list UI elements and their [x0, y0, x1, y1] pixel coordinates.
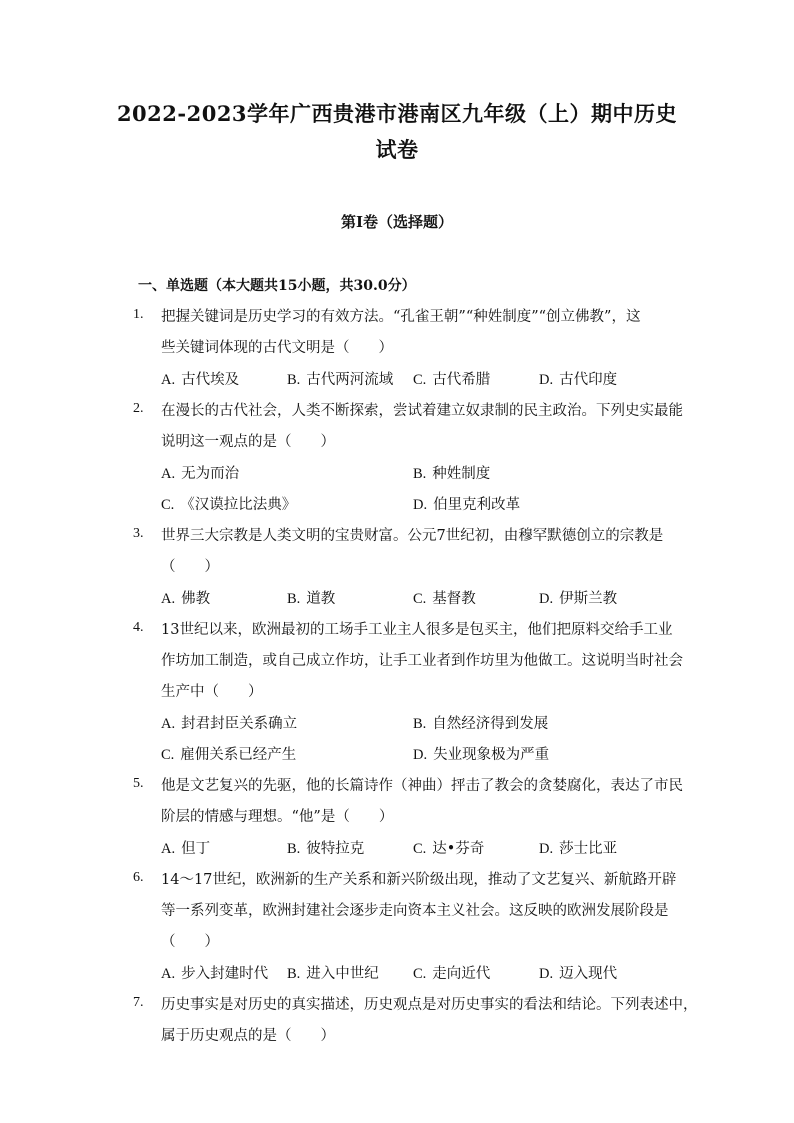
question-text-line: 历史事实是对历史的真实描述，历史观点是对历史事实的看法和结论。下列表述中，: [161, 997, 698, 1013]
option-c: [161, 493, 296, 514]
option-c: [413, 587, 476, 608]
option-text: 彼特拉克: [306, 841, 365, 857]
option-label: A.: [161, 966, 176, 982]
option-label: A.: [161, 841, 176, 857]
option-a: [161, 712, 297, 733]
question-text-line: 13世纪以来，欧洲最初的工场手工业主人很多是包买主，他们把原料交给手工业: [161, 622, 673, 638]
question-text-line: 他是文艺复兴的先驱，他的长篇诗作（神曲）抨击了教会的贪婪腐化，表达了市民: [161, 778, 683, 794]
option-text: 步入封建时代: [181, 966, 269, 982]
question-number: 7.: [133, 995, 144, 1010]
question-number: 5.: [133, 776, 144, 791]
document-title: [0, 96, 794, 168]
option-text: 走向近代: [432, 966, 491, 982]
option-text: 古代印度: [559, 372, 618, 388]
option-d: [413, 743, 549, 764]
option-label: C.: [413, 966, 427, 982]
option-b: [287, 368, 393, 389]
option-label: B.: [287, 591, 301, 607]
option-label: C.: [161, 747, 175, 763]
question-text-line: （ ）: [161, 934, 219, 950]
option-text: 古代希腊: [432, 372, 491, 388]
question-text-line: 生产中（ ）: [161, 684, 263, 700]
document-title-line-2: 试卷: [375, 137, 419, 162]
option-text: 古代两河流域: [306, 372, 394, 388]
option-text: 莎士比亚: [559, 841, 618, 857]
option-text: 封君封臣关系确立: [181, 716, 298, 732]
option-label: C.: [413, 372, 427, 388]
option-c: [413, 837, 484, 858]
option-label: D.: [413, 497, 428, 513]
question-number: 4.: [133, 620, 144, 635]
option-label: D.: [539, 966, 554, 982]
option-text: 进入中世纪: [306, 966, 379, 982]
option-text: 基督教: [432, 591, 476, 607]
option-a: [161, 962, 268, 983]
option-b: [287, 837, 364, 858]
option-label: C.: [413, 591, 427, 607]
option-label: D.: [413, 747, 428, 763]
option-text: 种姓制度: [432, 466, 491, 482]
option-c: [413, 368, 490, 389]
question-text-line: 把握关键词是历史学习的有效方法。“孔雀王朝”“种姓制度”“创立佛教”，这: [161, 309, 641, 325]
option-b: [413, 712, 548, 733]
option-text: 自然经济得到发展: [432, 716, 549, 732]
question-text-line: 等一系列变革，欧洲封建社会逐步走向资本主义社会。这反映的欧洲发展阶段是: [161, 903, 669, 919]
question-number: 2.: [133, 401, 144, 416]
question-number: 1.: [133, 307, 144, 322]
option-d: [539, 837, 617, 858]
option-text: 无为而治: [181, 466, 240, 482]
question-text-line: 些关键词体现的古代文明是（ ）: [161, 340, 393, 356]
option-b: [287, 587, 335, 608]
option-label: B.: [413, 466, 427, 482]
option-text: 失业现象极为严重: [433, 747, 550, 763]
question-number: 3.: [133, 526, 144, 541]
option-label: D.: [539, 591, 554, 607]
option-text: 伯里克利改革: [433, 497, 521, 513]
option-label: B.: [413, 716, 427, 732]
option-label: A.: [161, 466, 176, 482]
option-b: [413, 462, 490, 483]
part-heading: 一、单选题（本大题共15小题，共30.0分）: [138, 278, 416, 294]
option-a: [161, 837, 210, 858]
option-label: A.: [161, 372, 176, 388]
option-label: B.: [287, 966, 301, 982]
option-label: D.: [539, 841, 554, 857]
option-b: [287, 962, 379, 983]
question-text-line: 14～17世纪，欧洲新的生产关系和新兴阶级出现，推动了文艺复兴、新航路开辟: [161, 872, 677, 888]
option-d: [539, 587, 617, 608]
option-text: 但丁: [181, 841, 211, 857]
option-c: [413, 962, 490, 983]
option-text: 达•芬奇: [432, 841, 485, 857]
section-title: 第I卷（选择题）: [340, 213, 454, 231]
option-label: C.: [413, 841, 427, 857]
document-title-line-1: 2022-2023学年广西贵港市港南区九年级（上）期中历史: [116, 101, 678, 126]
option-label: A.: [161, 591, 176, 607]
option-a: [161, 587, 210, 608]
question-text-line: 阶层的情感与理想。“他”是（ ）: [161, 809, 394, 825]
option-label: B.: [287, 372, 301, 388]
option-d: [539, 962, 617, 983]
question-number: 6.: [133, 870, 144, 885]
option-label: B.: [287, 841, 301, 857]
option-d: [413, 493, 520, 514]
question-text-line: 属于历史观点的是（ ）: [161, 1028, 335, 1044]
option-text: 《汉谟拉比法典》: [180, 497, 297, 513]
question-text-line: 在漫长的古代社会，人类不断探索，尝试着建立奴隶制的民主政治。下列史实最能: [161, 403, 683, 419]
option-a: [161, 462, 239, 483]
question-text-line: 说明这一观点的是（ ）: [161, 434, 335, 450]
option-text: 迈入现代: [559, 966, 618, 982]
option-a: [161, 368, 239, 389]
option-label: D.: [539, 372, 554, 388]
question-text-line: （ ）: [161, 559, 219, 575]
option-text: 佛教: [181, 591, 211, 607]
option-c: [161, 743, 296, 764]
question-text-line: 作坊加工制造，或自己成立作坊，让手工业者到作坊里为他做工。这说明当时社会: [161, 653, 683, 669]
option-text: 古代埃及: [181, 372, 240, 388]
option-text: 雇佣关系已经产生: [180, 747, 297, 763]
option-text: 道教: [306, 591, 336, 607]
option-label: A.: [161, 716, 176, 732]
option-d: [539, 368, 617, 389]
option-label: C.: [161, 497, 175, 513]
option-text: 伊斯兰教: [559, 591, 618, 607]
question-text-line: 世界三大宗教是人类文明的宝贵财富。公元7世纪初，由穆罕默德创立的宗教是: [161, 528, 664, 544]
